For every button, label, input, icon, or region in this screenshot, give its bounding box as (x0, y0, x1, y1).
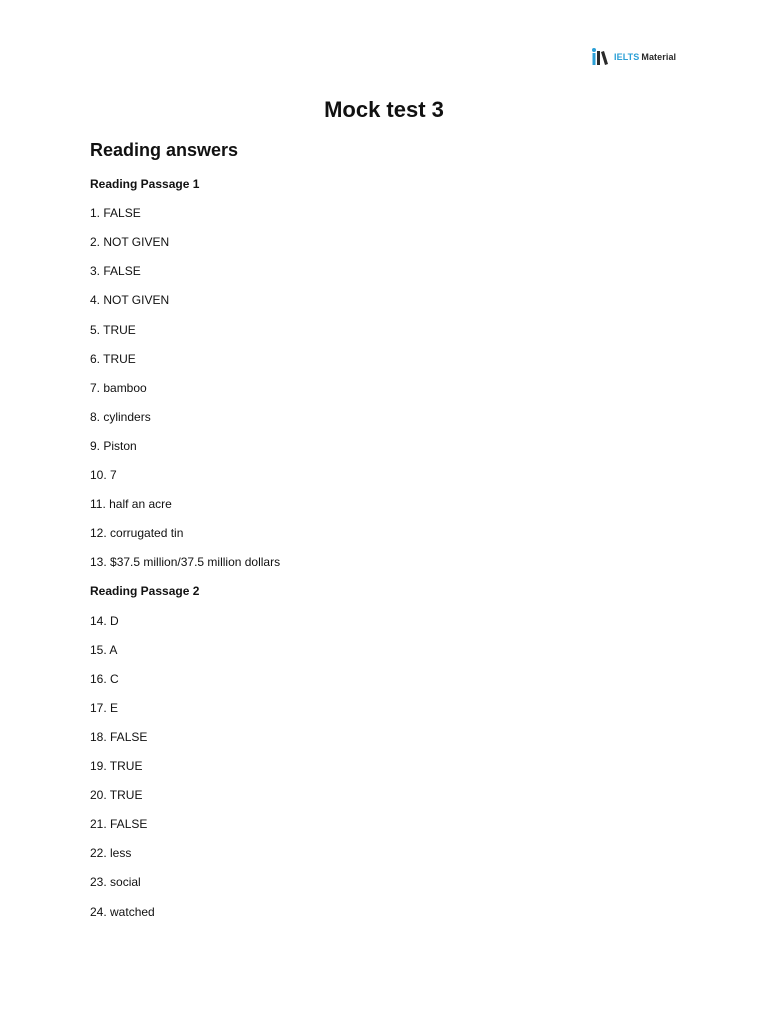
logo-wordmark (614, 52, 676, 62)
answer-item: 16. C (90, 671, 119, 686)
answer-item: 8. cylinders (90, 409, 151, 424)
answer-item: 20. TRUE (90, 788, 143, 803)
passage-heading-1: Reading Passage 1 (90, 177, 200, 191)
answer-item: 14. D (90, 613, 119, 628)
answer-item: 15. A (90, 642, 118, 657)
ielts-material-logo (591, 47, 676, 67)
answer-item: 9. Piston (90, 438, 137, 453)
answer-item: 5. TRUE (90, 322, 136, 337)
answer-item: 19. TRUE (90, 759, 143, 773)
logo-word-material: Material (641, 52, 677, 62)
books-logo-icon (591, 47, 611, 67)
answer-item: 23. social (90, 875, 141, 890)
answer-item: 21. FALSE (90, 817, 148, 832)
answer-item: 13. $37.5 million/37.5 million dollars (90, 555, 281, 570)
answer-item: 17. E (90, 700, 119, 715)
logo-word-ielts: IELTS (614, 52, 640, 62)
answer-item: 7. bamboo (90, 380, 147, 395)
answer-item: 2. NOT GIVEN (90, 235, 170, 250)
answer-item: 10. 7 (90, 468, 117, 482)
answer-item: 22. less (90, 846, 132, 861)
passage-heading-2: Reading Passage 2 (90, 584, 200, 599)
answer-item: 3. FALSE (90, 264, 141, 279)
answer-item: 24. watched (90, 904, 155, 919)
page-title: Mock test 3 (324, 97, 444, 122)
answer-item: 1. FALSE (90, 206, 141, 221)
answer-item: 4. NOT GIVEN (90, 293, 170, 308)
answer-item: 12. corrugated tin (90, 526, 184, 541)
answer-item: 11. half an acre (90, 497, 172, 512)
answer-item: 6. TRUE (90, 351, 136, 366)
answer-item: 18. FALSE (90, 729, 148, 744)
section-heading: Reading answers (90, 140, 239, 160)
